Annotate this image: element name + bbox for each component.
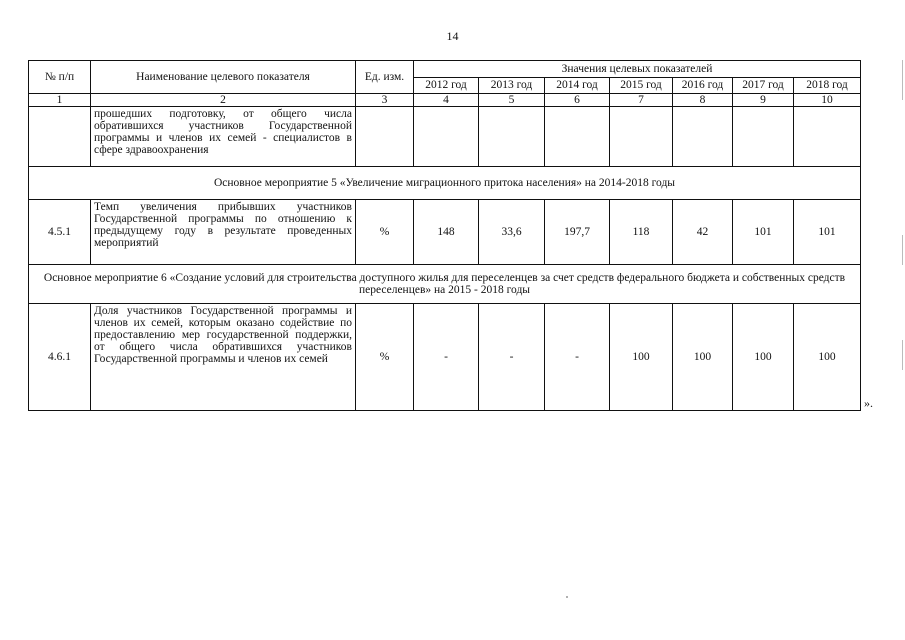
indicator-name: Доля участников Государственной программы и членов их семей, которым оказано содействие по предоставлению мер государственной поддержки, от общего числа обратившихся участников Государственной программы и членов их семей [91, 304, 356, 411]
page-number: 14 [446, 29, 459, 43]
header-year: 2012 год [414, 77, 479, 94]
value-cell: - [414, 304, 479, 411]
value-cell [545, 107, 610, 167]
row-num [29, 107, 91, 167]
header-year: 2015 год [610, 77, 673, 94]
header-year: 2017 год [733, 77, 794, 94]
indicator-name: Темп увеличения прибывших участников Государственной программы по отношению к предыдущему году в результате проведенных мероприятий [91, 200, 356, 265]
column-index: 7 [610, 94, 673, 107]
value-cell: 100 [610, 304, 673, 411]
column-index: 2 [91, 94, 356, 107]
value-cell: 42 [673, 200, 733, 265]
row-unit: % [356, 304, 414, 411]
value-cell [673, 107, 733, 167]
value-cell: 197,7 [545, 200, 610, 265]
value-cell: 101 [794, 200, 861, 265]
section-title: Основное мероприятие 5 «Увеличение миграционного притока населения» на 2014-2018 годы [29, 167, 861, 200]
header-values: Значения целевых показателей [414, 61, 861, 78]
value-cell: 148 [414, 200, 479, 265]
row-num: 4.6.1 [29, 304, 91, 411]
value-cell: 33,6 [479, 200, 545, 265]
column-index: 1 [29, 94, 91, 107]
column-index: 8 [673, 94, 733, 107]
closing-quote-mark: ». [864, 396, 873, 410]
section-row-6 [29, 265, 861, 304]
scan-speck [566, 596, 568, 598]
table-row-4-6-1 [29, 304, 861, 411]
value-cell: - [545, 304, 610, 411]
column-index: 4 [414, 94, 479, 107]
header-year: 2018 год [794, 77, 861, 94]
value-cell: 100 [794, 304, 861, 411]
section-row-5 [29, 167, 861, 200]
table-row-4-5-1 [29, 200, 861, 265]
header-num: № п/п [29, 61, 91, 94]
value-cell: - [479, 304, 545, 411]
value-cell [794, 107, 861, 167]
row-unit: % [356, 200, 414, 265]
column-index: 3 [356, 94, 414, 107]
scan-edge-mark [902, 235, 903, 265]
column-index: 5 [479, 94, 545, 107]
scan-edge-mark [902, 340, 903, 370]
value-cell [479, 107, 545, 167]
row-num: 4.5.1 [29, 200, 91, 265]
value-cell [610, 107, 673, 167]
column-index: 6 [545, 94, 610, 107]
header-year: 2013 год [479, 77, 545, 94]
value-cell [414, 107, 479, 167]
column-index: 10 [794, 94, 861, 107]
section-title: Основное мероприятие 6 «Создание условий для строительства доступного жилья для переселенцев за счет средств федерального бюджета и собственных средств переселенцев» на 2015 - 2018 годы [29, 265, 861, 304]
header-unit: Ед. изм. [356, 61, 414, 94]
header-year: 2014 год [545, 77, 610, 94]
header-name: Наименование целевого показателя [91, 61, 356, 94]
column-index: 9 [733, 94, 794, 107]
value-cell: 100 [673, 304, 733, 411]
value-cell: 101 [733, 200, 794, 265]
scan-edge-mark [902, 60, 903, 100]
row-unit [356, 107, 414, 167]
header-year: 2016 год [673, 77, 733, 94]
target-indicators-table [28, 60, 861, 411]
value-cell [733, 107, 794, 167]
indicator-name: прошедших подготовку, от общего числа обратившихся участников Государственной программы и членов их семей - специалистов в сфере здравоохранения [91, 107, 356, 167]
value-cell: 100 [733, 304, 794, 411]
value-cell: 118 [610, 200, 673, 265]
column-index-row [29, 94, 861, 107]
table-row-continued [29, 107, 861, 167]
